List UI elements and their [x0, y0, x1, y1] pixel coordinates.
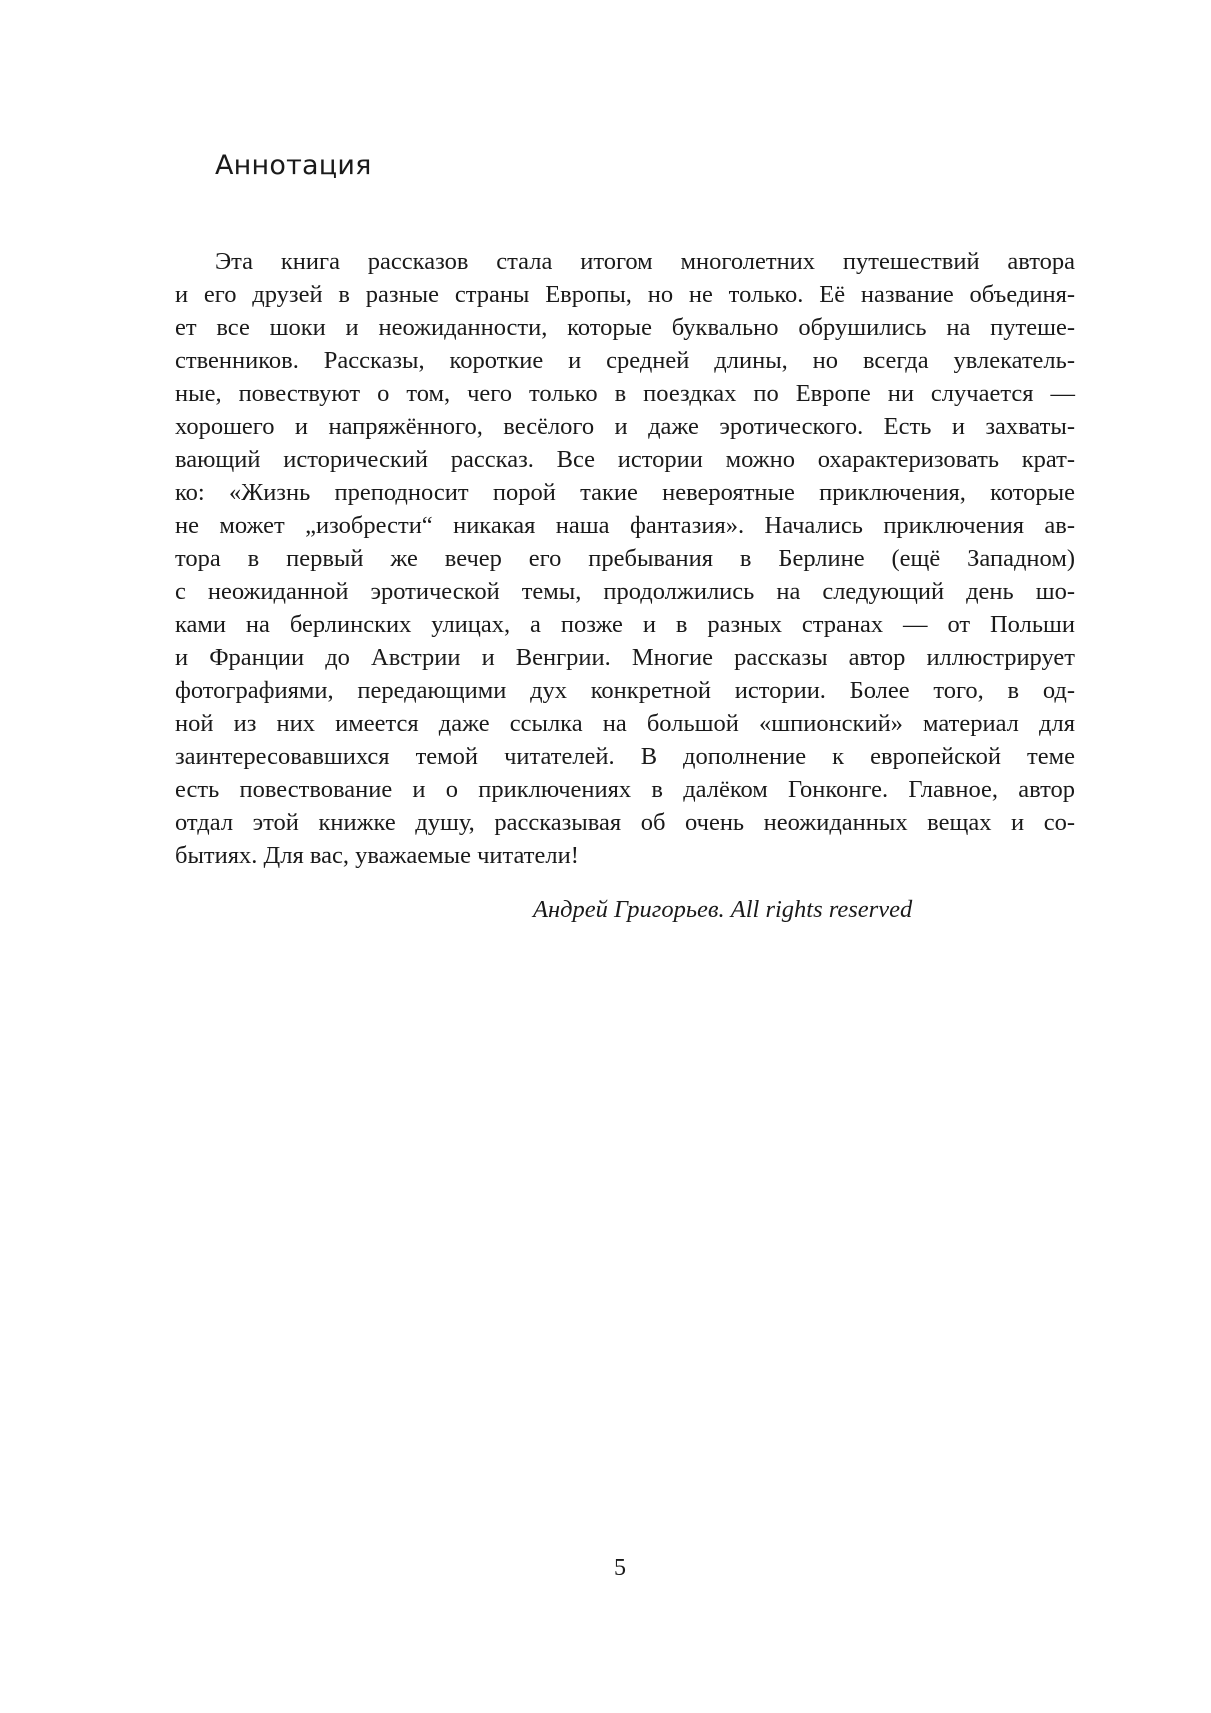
- paragraph-line: вающий исторический рассказ. Все истории можно охарактеризовать крат-: [175, 446, 1075, 473]
- paragraph-line: ные, повествуют о том, чего только в поездках по Европе ни случается —: [175, 380, 1075, 407]
- paragraph-line: Эта книга рассказов стала итогом многолетних путешествий автора: [215, 248, 1075, 275]
- annotation-paragraph: [175, 245, 1075, 872]
- paragraph-line: хорошего и напряжённого, весёлого и даже эротического. Есть и захваты-: [175, 413, 1075, 440]
- page-title: Аннотация: [215, 150, 372, 181]
- paragraph-line: ет все шоки и неожиданности, которые буквально обрушились на путеше-: [175, 314, 1075, 341]
- paragraph-line: и его друзей в разные страны Европы, но не только. Её название объединя-: [175, 281, 1075, 308]
- paragraph-line: ной из них имеется даже ссылка на большой «шпионский» материал для: [175, 710, 1075, 737]
- paragraph-line: отдал этой книжке душу, рассказывая об очень неожиданных вещах и со-: [175, 809, 1075, 836]
- paragraph-line: ками на берлинских улицах, а позже и в разных странах — от Польши: [175, 611, 1075, 638]
- page-number: 5: [614, 1555, 626, 1581]
- paragraph-line: ко: «Жизнь преподносит порой такие невероятные приключения, которые: [175, 479, 1075, 506]
- paragraph-line: тора в первый же вечер его пребывания в Берлине (ещё Западном): [175, 545, 1075, 572]
- paragraph-line: бытиях. Для вас, уважаемые читатели!: [175, 842, 579, 869]
- paragraph-line: есть повествование и о приключениях в далёком Гонконге. Главное, автор: [175, 776, 1075, 803]
- paragraph-line: и Франции до Австрии и Венгрии. Многие рассказы автор иллюстрирует: [175, 644, 1075, 671]
- paragraph-line: с неожиданной эротической темы, продолжились на следующий день шо-: [175, 578, 1075, 605]
- author-signature: Андрей Григорьев. All rights reserved: [533, 896, 913, 923]
- paragraph-line: заинтересовавшихся темой читателей. В дополнение к европейской теме: [175, 743, 1075, 770]
- paragraph-line: не может „изобрести“ никакая наша фантазия». Начались приключения ав-: [175, 512, 1075, 539]
- paragraph-line: ственников. Рассказы, короткие и средней длины, но всегда увлекатель-: [175, 347, 1075, 374]
- paragraph-line: фотографиями, передающими дух конкретной истории. Более того, в од-: [175, 677, 1075, 704]
